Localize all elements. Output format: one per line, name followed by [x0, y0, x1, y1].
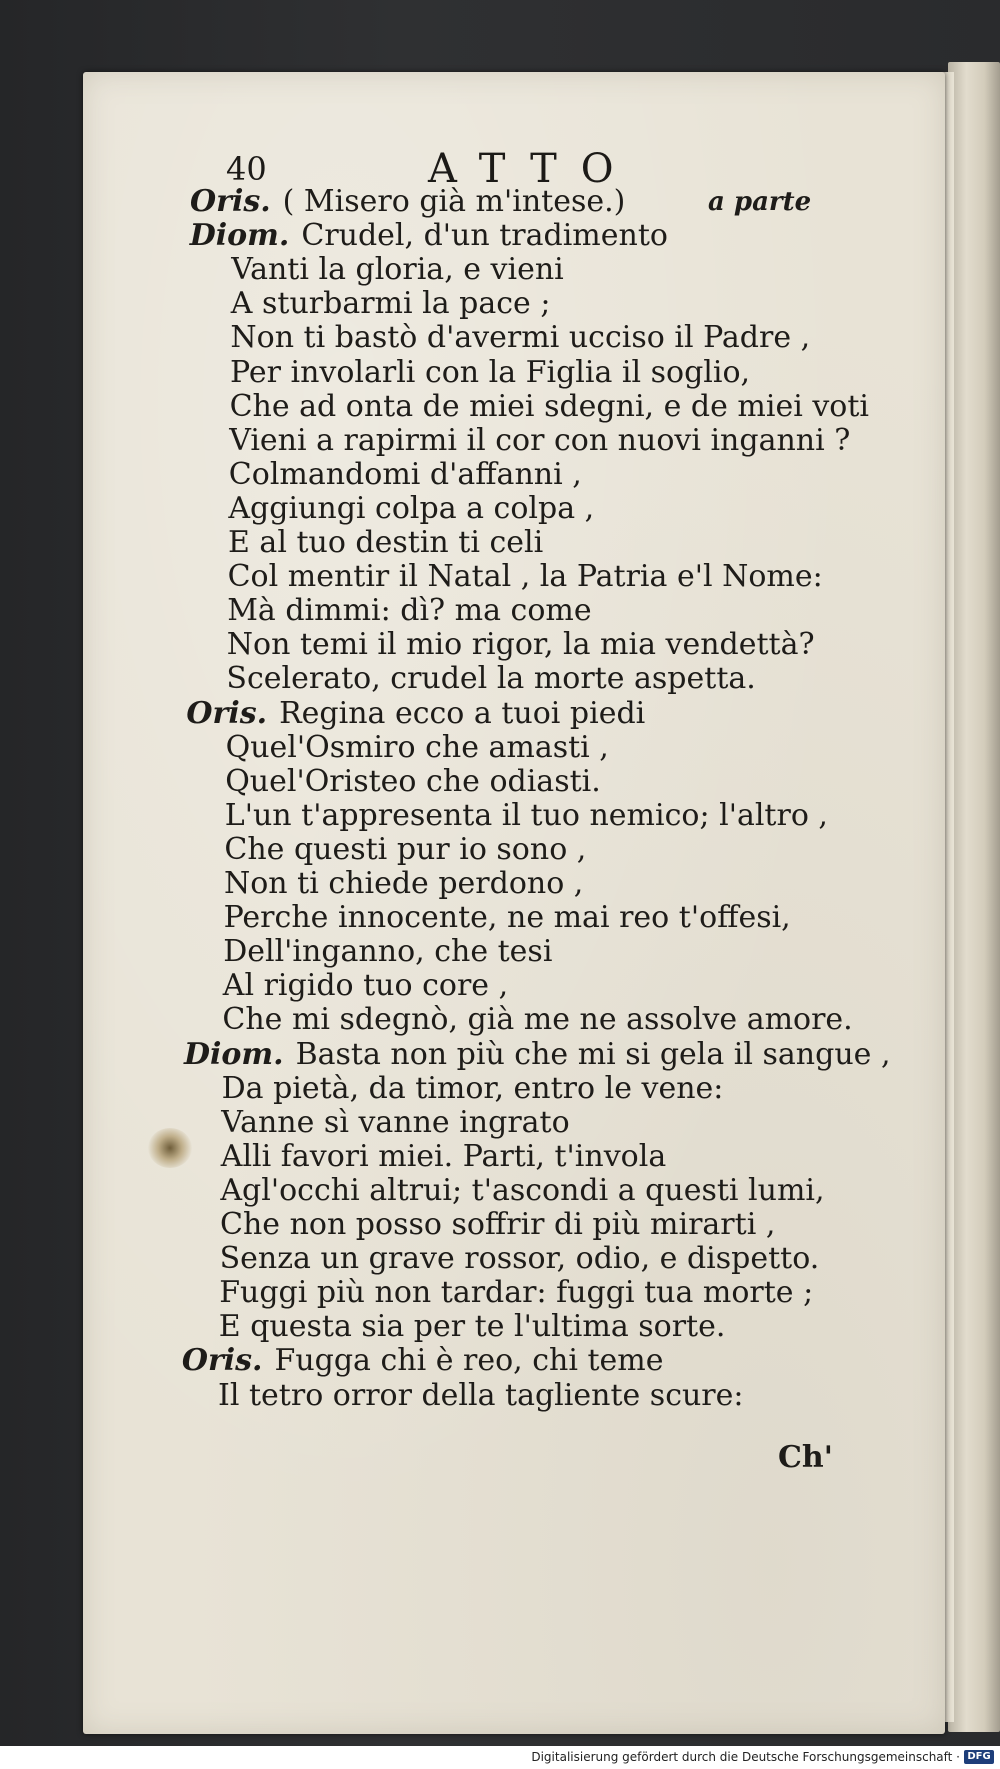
verse-text: Quel'Osmiro che amasti ,: [225, 729, 609, 765]
text-line: [230, 356, 750, 390]
text-line: [226, 662, 755, 696]
speaker-name: Diom.: [184, 1036, 284, 1072]
verse-text: E al tuo destin ti celi: [228, 525, 544, 560]
text-line: [230, 321, 810, 355]
verse-text: Dell'inganno, che tesi: [223, 934, 553, 970]
verse-text: Che mi sdegnò, già me ne assolve amore.: [222, 1002, 853, 1038]
verse-text: Crudel, d'un tradimento: [301, 218, 668, 254]
text-line: [186, 697, 645, 731]
text-line: [190, 185, 625, 219]
text-line: [231, 253, 564, 287]
speaker-name: Oris.: [181, 1343, 263, 1379]
verse-text: Che non posso soffrir di più mirarti ,: [220, 1207, 776, 1242]
paper-stain: [148, 1128, 192, 1168]
verse-text: Aggiungi colpa a colpa ,: [228, 490, 595, 526]
text-line: [224, 901, 791, 935]
verse-text: Colmandomi d'affanni ,: [228, 456, 582, 492]
text-line: [220, 1208, 775, 1242]
verse-text: Che ad onta de miei sdegni, e de miei voti: [229, 388, 869, 424]
verse-text: E questa sia per te l'ultima sorte.: [218, 1309, 726, 1345]
text-line: [228, 492, 594, 526]
text-line: [220, 1174, 824, 1208]
verse-text: Col mentir il Natal , la Patria e'l Nome:: [227, 559, 823, 595]
text-line: [223, 935, 552, 969]
verse-text: Da pietà, da timor, entro le vene:: [221, 1070, 724, 1106]
catchword: Ch': [778, 1440, 833, 1475]
text-line: [220, 1242, 820, 1276]
text-line: [222, 1003, 852, 1037]
verse-text: ( Misero già m'intese.): [282, 184, 626, 219]
text-line: [230, 390, 869, 424]
text-line: [227, 594, 591, 628]
text-line: [225, 765, 601, 799]
stage-direction: a parte: [708, 187, 812, 217]
page-number: 40: [226, 150, 267, 188]
text-line: [224, 867, 583, 901]
text-line: [229, 458, 582, 492]
verse-text: Non ti chiede perdono ,: [224, 866, 584, 901]
text-line: [218, 1379, 744, 1413]
verse-text: Quel'Oristeo che odiasti.: [225, 763, 601, 799]
text-line: [184, 1038, 890, 1072]
verse-text: Mà dimmi: dì? ma come: [227, 593, 592, 629]
text-line: [223, 969, 508, 1003]
verse-text: Agl'occhi altrui; t'ascondi a questi lumi,: [220, 1172, 825, 1208]
text-line: [222, 1072, 724, 1106]
text-line: [225, 799, 828, 833]
text-line: [231, 287, 551, 321]
text-line: [219, 1310, 726, 1344]
verse-text: Per involarli con la Figlia il soglio,: [230, 354, 751, 390]
verse-text: Regina ecco a tuoi piedi: [279, 695, 646, 731]
speaker-name: Diom.: [189, 218, 290, 254]
speaker-name: Oris.: [190, 184, 271, 219]
verse-text: Perche innocente, ne mai reo t'offesi,: [223, 900, 791, 936]
verse-text: A sturbarmi la pace ;: [230, 286, 551, 322]
verse-text: Vanne sì vanne ingrato: [221, 1104, 570, 1140]
text-line: [182, 1344, 664, 1378]
speaker-name: Oris.: [186, 695, 268, 731]
verse-text: Scelerato, crudel la morte aspetta.: [226, 661, 756, 697]
adjacent-page-edge: [948, 62, 1000, 1732]
verse-text: Vieni a rapirmi il cor con nuovi inganni ?: [229, 422, 851, 458]
text-line: [221, 1140, 666, 1174]
verse-text: Senza un grave rossor, odio, e dispetto.: [219, 1241, 820, 1277]
verse-text: Fuggi più non tardar: fuggi tua morte ;: [219, 1275, 814, 1311]
verse-text: Non temi il mio rigor, la mia vendettà?: [226, 627, 815, 663]
text-line: [226, 731, 609, 765]
verse-text: Alli favori miei. Parti, t'involа: [220, 1138, 667, 1174]
text-line: [221, 1106, 570, 1140]
verse-text: Al rigido tuo core ,: [222, 968, 509, 1004]
verse-text: Vanti la gloria, e vieni: [231, 252, 564, 288]
text-line: [227, 628, 815, 662]
text-line: [229, 424, 850, 458]
text-line: [228, 526, 543, 560]
verse-text: L'un t'appresenta il tuo nemico; l'altro ,: [224, 797, 828, 833]
verse-text: Basta non più che mi si gela il sangue ,: [295, 1036, 891, 1072]
verse-text: Fugga chi è reo, chi teme: [274, 1343, 664, 1379]
verse-text: Il tetro orror della tagliente scure:: [218, 1377, 744, 1413]
text-line: [228, 560, 823, 594]
act-heading: ATTO: [428, 146, 638, 192]
text-line: [190, 219, 668, 253]
text-line: [219, 1276, 813, 1310]
text-line: [224, 833, 586, 867]
footer-credit: Digitalisierung gefördert durch die Deutsche Forschungsgemeinschaft ·: [531, 1750, 960, 1764]
dfg-logo: DFG: [964, 1750, 994, 1764]
verse-text: Non ti bastò d'avermi ucciso il Padre ,: [230, 320, 811, 356]
verse-text: Che questi pur io sono ,: [224, 831, 587, 867]
